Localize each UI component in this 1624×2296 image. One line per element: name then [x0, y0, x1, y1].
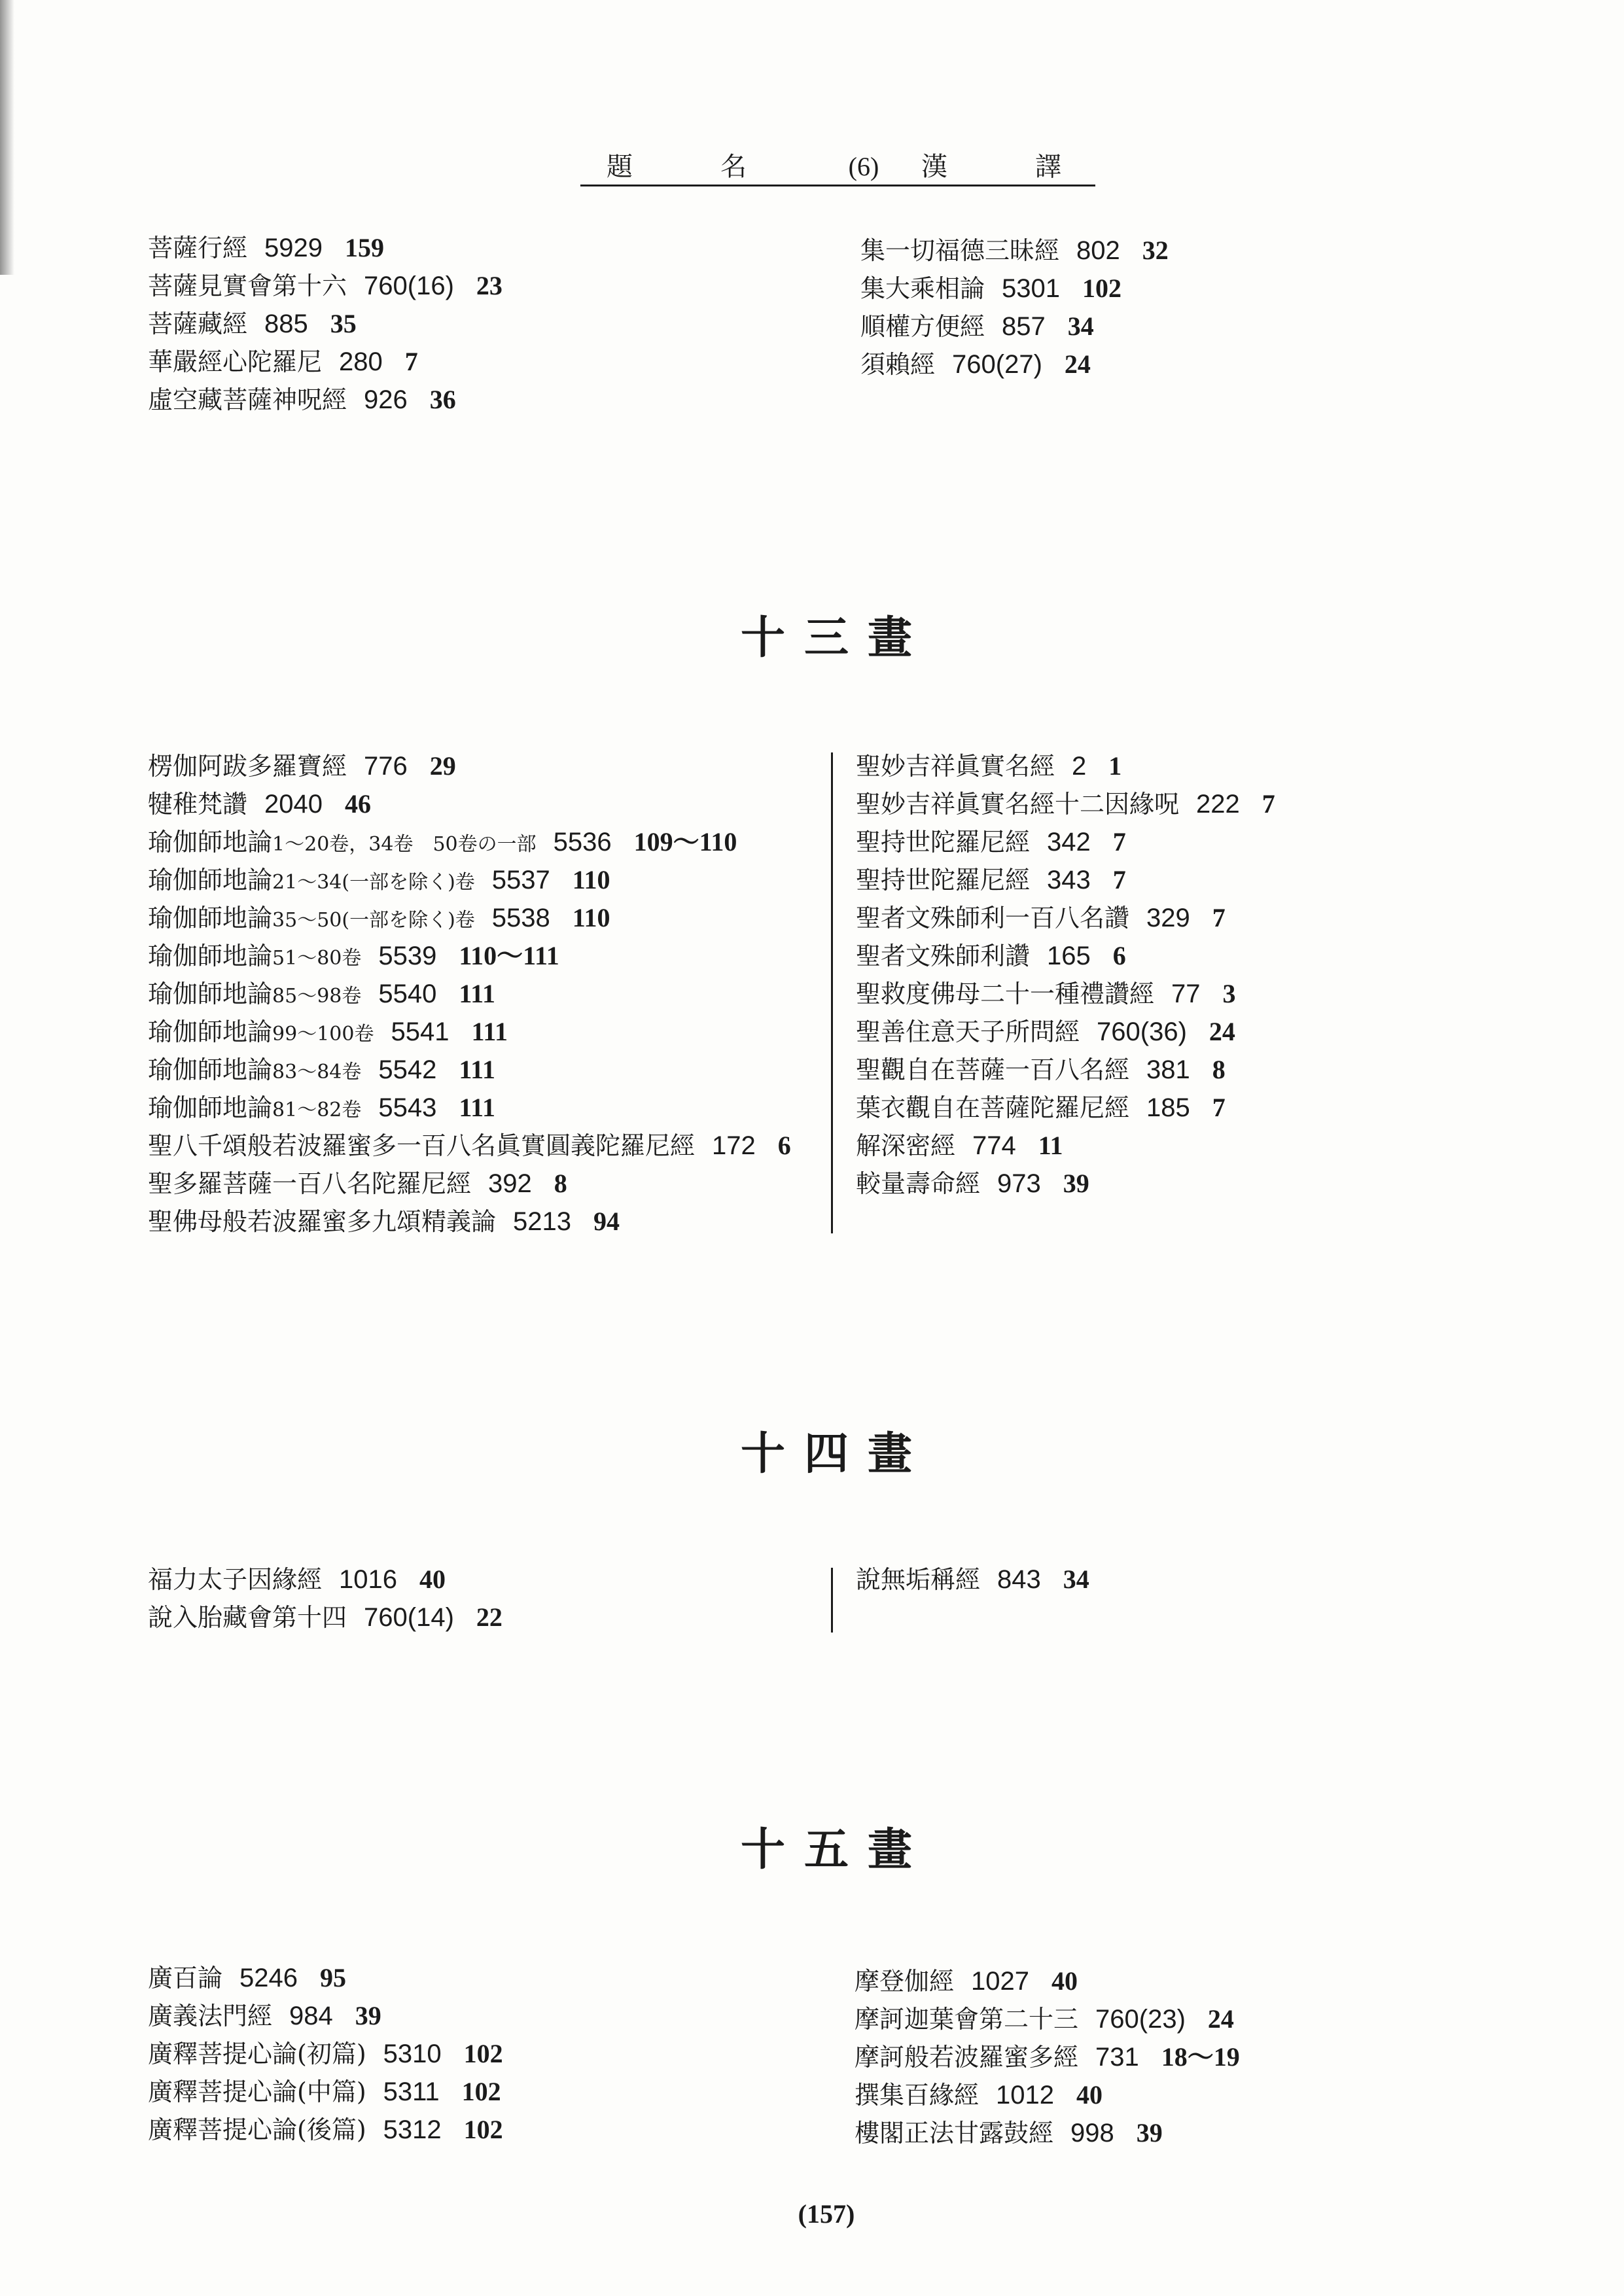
entry-page-reference: 1 [1108, 751, 1122, 781]
entry-page-reference: 110 [572, 865, 610, 894]
stroke-count-heading: 十四畫 [740, 1428, 931, 1480]
entry-title: 聖妙吉祥眞實名經 [856, 752, 1055, 781]
entry-page-reference: 94 [593, 1207, 620, 1236]
entry-page-reference: 8 [554, 1169, 567, 1198]
entry-catalog-number: 2 [1072, 752, 1087, 781]
entry-title: 聖善住意天子所問經 [856, 1017, 1080, 1046]
index-entry [148, 975, 791, 1013]
entry-title: 摩訶迦葉會第二十三 [855, 2005, 1079, 2034]
entry-page-reference: 102 [463, 2039, 503, 2068]
entry-catalog-number: 802 [1076, 236, 1120, 265]
entry-page-reference: 29 [429, 751, 456, 781]
entry-catalog-number: 1012 [996, 2081, 1054, 2110]
entry-volume-note: 51～80卷 [272, 947, 362, 970]
header-rule [580, 185, 1095, 186]
entry-catalog-number: 280 [339, 347, 383, 376]
entry-catalog-number: 885 [264, 309, 308, 338]
entry-catalog-number: 329 [1146, 904, 1190, 932]
entry-page-reference: 6 [1112, 941, 1126, 970]
entry-page-reference: 39 [355, 2001, 381, 2030]
right-column [856, 1561, 1089, 1598]
entry-title: 瑜伽師地論 [148, 942, 273, 970]
index-entry [856, 975, 1275, 1013]
entry-page-reference: 11 [1038, 1131, 1063, 1160]
entry-catalog-number: 172 [712, 1131, 756, 1160]
entry-volume-note: 35～50(一部を除く)卷 [272, 909, 475, 932]
header-part: 漢 [921, 152, 947, 182]
entry-page-reference: 7 [404, 347, 418, 376]
entry-catalog-number: 222 [1196, 790, 1240, 819]
entry-page-reference: 7 [1112, 865, 1126, 894]
index-entry [148, 1203, 791, 1241]
index-entry [855, 2114, 1240, 2152]
entry-title: 較量壽命經 [856, 1169, 981, 1198]
entry-catalog-number: 760(16) [364, 272, 454, 300]
index-entry [855, 2000, 1240, 2038]
entry-page-reference: 3 [1222, 979, 1236, 1008]
entry-title: 聖八千頌般若波羅蜜多一百八名眞實圓義陀羅尼經 [148, 1131, 696, 1160]
entry-title: 瑜伽師地論 [148, 1055, 273, 1084]
index-entry [148, 861, 791, 899]
index-entry [860, 270, 1169, 308]
entry-title: 廣釋菩提心論(中篇) [148, 2077, 366, 2106]
right-column [856, 747, 1275, 1203]
entry-page-reference: 40 [1051, 1966, 1078, 1996]
entry-catalog-number: 776 [364, 752, 408, 781]
entry-catalog-number: 5543 [378, 1093, 437, 1122]
index-entry [148, 1598, 503, 1636]
index-entry [855, 2076, 1240, 2114]
index-entry [856, 1165, 1275, 1203]
index-entry [856, 899, 1275, 937]
entry-catalog-number: 843 [997, 1565, 1041, 1594]
index-entry [856, 937, 1275, 975]
entry-title: 菩薩藏經 [148, 309, 248, 338]
index-entry [856, 1127, 1275, 1165]
entry-volume-note: 99～100卷 [272, 1023, 374, 1046]
entry-catalog-number: 5537 [491, 866, 550, 894]
entry-page-reference: 7 [1212, 903, 1226, 932]
entry-title: 瑜伽師地論 [148, 980, 273, 1008]
entry-title: 集大乘相論 [860, 274, 985, 303]
index-entry [856, 747, 1275, 785]
entry-catalog-number: 760(36) [1097, 1017, 1187, 1046]
left-column [148, 1959, 503, 2149]
index-entry [856, 823, 1275, 861]
entry-page-reference: 24 [1207, 2004, 1234, 2034]
entry-title: 摩登伽經 [855, 1967, 955, 1996]
entry-page-reference: 7 [1262, 789, 1275, 819]
entry-catalog-number: 731 [1095, 2043, 1139, 2072]
entry-title: 瑜伽師地論 [148, 904, 273, 932]
entry-page-reference: 102 [461, 2077, 501, 2106]
entry-page-reference: 7 [1112, 827, 1126, 857]
stroke-count-heading: 十五畫 [740, 1824, 931, 1876]
entry-catalog-number: 342 [1047, 828, 1091, 857]
entry-page-reference: 23 [476, 271, 503, 300]
entry-title: 樓閣正法甘露鼓經 [855, 2119, 1054, 2147]
entry-volume-note: 85～98卷 [272, 985, 362, 1008]
entry-title: 聖救度佛母二十一種禮讚經 [856, 980, 1155, 1008]
entry-page-reference: 8 [1212, 1055, 1226, 1084]
index-entry [856, 1089, 1275, 1127]
entry-catalog-number: 5539 [378, 942, 437, 970]
entry-page-reference: 39 [1136, 2118, 1163, 2147]
entry-catalog-number: 760(23) [1095, 2005, 1186, 2034]
index-entry [860, 345, 1169, 383]
entry-catalog-number: 760(27) [952, 350, 1042, 379]
entry-volume-note: 83～84卷 [272, 1061, 362, 1084]
entry-page-reference: 32 [1142, 236, 1169, 265]
index-entry [148, 823, 791, 861]
index-entry [148, 381, 503, 419]
entry-page-reference: 24 [1209, 1017, 1235, 1046]
entry-page-reference: 110 [572, 903, 610, 932]
entry-page-reference: 24 [1064, 349, 1091, 379]
entry-catalog-number: 1027 [971, 1967, 1029, 1996]
index-entry [148, 747, 791, 785]
entry-title: 福力太子因緣經 [148, 1565, 323, 1594]
left-column [148, 1561, 503, 1636]
index-entry [148, 899, 791, 937]
entry-catalog-number: 998 [1070, 2119, 1114, 2147]
entry-page-reference: 40 [419, 1564, 446, 1594]
entry-catalog-number: 77 [1171, 980, 1201, 1008]
entry-catalog-number: 343 [1047, 866, 1091, 894]
entry-title: 瑜伽師地論 [148, 828, 273, 857]
column-divider [831, 752, 833, 1233]
entry-catalog-number: 984 [289, 2002, 333, 2030]
index-entry [855, 1962, 1240, 2000]
entry-page-reference: 34 [1067, 311, 1094, 341]
index-entry [856, 785, 1275, 823]
entry-title: 摩訶般若波羅蜜多經 [855, 2043, 1079, 2072]
entry-catalog-number: 5246 [239, 1964, 298, 1992]
header-part: (6) [848, 152, 879, 181]
entry-page-reference: 109～110 [633, 827, 737, 857]
index-entry [148, 343, 503, 381]
entry-catalog-number: 5310 [383, 2040, 442, 2068]
entry-page-reference: 40 [1076, 2080, 1103, 2110]
entry-page-reference: 34 [1063, 1564, 1089, 1594]
entry-title: 菩薩見實會第十六 [148, 272, 347, 300]
index-entry [148, 1013, 791, 1051]
index-entry [148, 1997, 503, 2035]
entry-catalog-number: 5538 [491, 904, 550, 932]
index-entry [855, 2038, 1240, 2076]
entry-catalog-number: 185 [1146, 1093, 1190, 1122]
entry-title: 犍稚梵讚 [148, 790, 248, 819]
entry-catalog-number: 774 [972, 1131, 1016, 1160]
entry-title: 聖者文殊師利讚 [856, 942, 1031, 970]
entry-title: 葉衣觀自在菩薩陀羅尼經 [856, 1093, 1130, 1122]
right-column [855, 1962, 1240, 2152]
index-entry [860, 308, 1169, 345]
index-entry [148, 785, 791, 823]
entry-page-reference: 6 [777, 1131, 791, 1160]
entry-title: 菩薩行經 [148, 234, 248, 262]
entry-title: 聖持世陀羅尼經 [856, 866, 1031, 894]
entry-title: 瑜伽師地論 [148, 1093, 273, 1122]
entry-catalog-number: 5536 [553, 828, 612, 857]
left-column [148, 747, 791, 1241]
entry-catalog-number: 760(14) [364, 1603, 454, 1632]
entry-page-reference: 110～111 [459, 941, 559, 970]
entry-title: 瑜伽師地論 [148, 1017, 273, 1046]
entry-page-reference: 46 [345, 789, 371, 819]
entry-page-reference: 95 [320, 1963, 346, 1992]
entry-title: 廣釋菩提心論(初篇) [148, 2040, 366, 2068]
entry-title: 聖觀自在菩薩一百八名經 [856, 1055, 1130, 1084]
entry-title: 順權方便經 [860, 312, 985, 341]
entry-title: 集一切福德三昧經 [860, 236, 1060, 265]
index-entry [148, 2111, 503, 2149]
entry-page-reference: 159 [345, 233, 384, 262]
index-entry [148, 2035, 503, 2073]
entry-catalog-number: 392 [488, 1169, 532, 1198]
index-entry [856, 1013, 1275, 1051]
entry-volume-note: 81～82卷 [272, 1099, 362, 1122]
entry-catalog-number: 5929 [264, 234, 323, 262]
entry-catalog-number: 381 [1146, 1055, 1190, 1084]
header-part: 題 [607, 152, 633, 182]
page-number: (157) [798, 2199, 855, 2229]
left-column [148, 229, 503, 419]
index-entry [148, 2073, 503, 2111]
entry-catalog-number: 5540 [378, 980, 437, 1008]
entry-title: 聖妙吉祥眞實名經十二因緣呪 [856, 790, 1180, 819]
entry-title: 聖者文殊師利一百八名讚 [856, 904, 1130, 932]
header-part: 譯 [1035, 152, 1061, 182]
entry-title: 說入胎藏會第十四 [148, 1603, 347, 1632]
entry-title: 楞伽阿跋多羅寶經 [148, 752, 347, 781]
index-entry [148, 1959, 503, 1997]
entry-title: 須賴經 [860, 350, 936, 379]
entry-page-reference: 39 [1063, 1169, 1089, 1198]
entry-page-reference: 111 [471, 1017, 508, 1046]
entry-page-reference: 102 [463, 2115, 503, 2144]
index-entry [148, 1165, 791, 1203]
index-entry [148, 267, 503, 305]
scan-edge-mark [0, 0, 14, 275]
header-part: 名 [720, 152, 747, 182]
entry-title: 聖佛母般若波羅蜜多九頌精義論 [148, 1207, 497, 1236]
index-entry [148, 229, 503, 267]
entry-title: 撰集百緣經 [855, 2081, 980, 2110]
entry-catalog-number: 2040 [264, 790, 323, 819]
entry-title: 說無垢稱經 [856, 1565, 981, 1594]
entry-title: 廣釋菩提心論(後篇) [148, 2115, 366, 2144]
index-entry [856, 1561, 1089, 1598]
entry-catalog-number: 857 [1002, 312, 1046, 341]
index-entry [856, 1051, 1275, 1089]
entry-catalog-number: 5312 [383, 2115, 442, 2144]
entry-volume-note: 1～20卷，34卷 50卷の一部 [272, 833, 537, 856]
entry-title: 解深密經 [856, 1131, 956, 1160]
entry-title: 華嚴經心陀羅尼 [148, 347, 323, 376]
entry-page-reference: 22 [476, 1602, 503, 1632]
entry-volume-note: 21～34(一部を除く)卷 [272, 871, 475, 894]
entry-title: 廣百論 [148, 1964, 223, 1992]
running-header [580, 151, 1095, 183]
index-entry [860, 232, 1169, 270]
entry-page-reference: 111 [459, 1093, 495, 1122]
entry-page-reference: 111 [459, 979, 495, 1008]
entry-catalog-number: 165 [1047, 942, 1091, 970]
index-entry [856, 861, 1275, 899]
entry-page-reference: 102 [1082, 274, 1121, 303]
entry-title: 聖持世陀羅尼經 [856, 828, 1031, 857]
entry-catalog-number: 5541 [391, 1017, 450, 1046]
entry-page-reference: 7 [1212, 1093, 1226, 1122]
entry-catalog-number: 5311 [383, 2077, 440, 2106]
entry-page-reference: 18～19 [1161, 2042, 1240, 2072]
column-divider [831, 1568, 833, 1633]
entry-page-reference: 111 [459, 1055, 495, 1084]
entry-catalog-number: 973 [997, 1169, 1041, 1198]
entry-page-reference: 36 [429, 385, 456, 414]
index-entry [148, 1051, 791, 1089]
entry-page-reference: 35 [330, 309, 357, 338]
entry-catalog-number: 1016 [339, 1565, 397, 1594]
entry-title: 瑜伽師地論 [148, 866, 273, 894]
entry-catalog-number: 926 [364, 385, 408, 414]
entry-catalog-number: 5213 [513, 1207, 571, 1236]
index-entry [148, 1561, 503, 1598]
index-entry [148, 937, 791, 975]
entry-catalog-number: 5542 [378, 1055, 437, 1084]
right-column [860, 232, 1169, 383]
index-entry [148, 1127, 791, 1165]
stroke-count-heading: 十三畫 [740, 612, 931, 664]
entry-title: 聖多羅菩薩一百八名陀羅尼經 [148, 1169, 472, 1198]
index-entry [148, 1089, 791, 1127]
entry-title: 虛空藏菩薩神呪經 [148, 385, 347, 414]
entry-catalog-number: 5301 [1002, 274, 1060, 303]
index-entry [148, 305, 503, 343]
entry-title: 廣義法門經 [148, 2002, 273, 2030]
